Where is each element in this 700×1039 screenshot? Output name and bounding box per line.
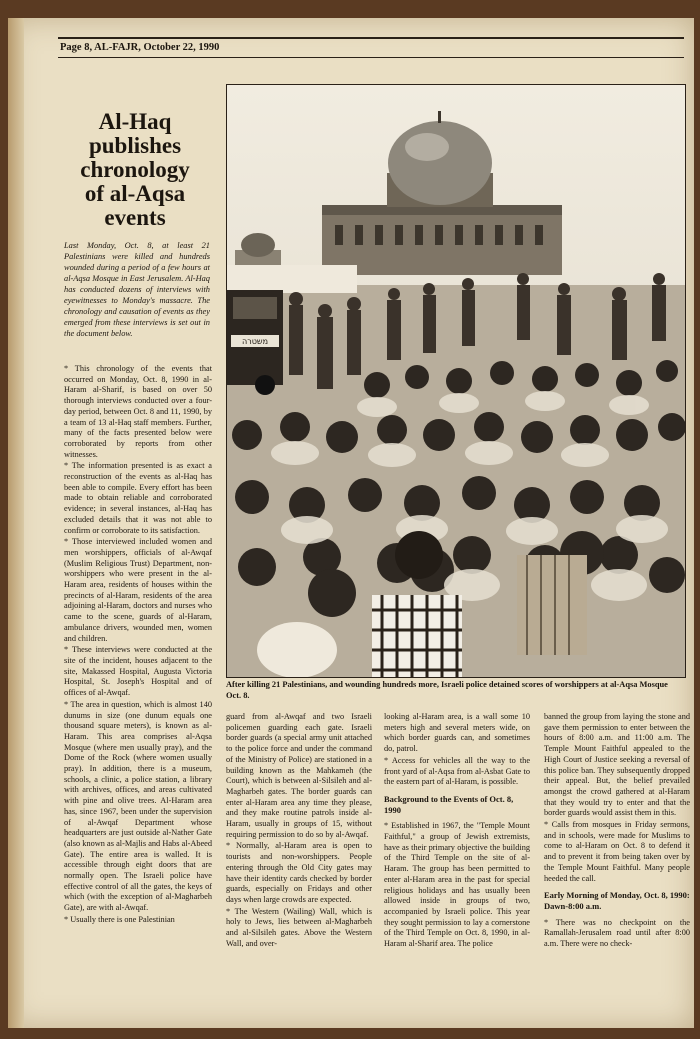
- van-lettering: משטרה: [241, 337, 269, 346]
- paragraph: * These interviews were conducted at the site of the incident, houses adjacent to the site, Makassed Hospital, Augusta Victoria Hospital, St. Joseph's Hospital and of offices of al-Awqaf.: [64, 645, 212, 698]
- paragraph: * The Western (Wailing) Wall, which is holy to Jews, lies between al-Magharbeh and al-Silsileh gates. Above the Western Wall, and over-: [226, 906, 372, 948]
- paragraph: * The information presented is as exact a reconstruction of the events as al-Haq has been able to compile. Every effort has been made to obtain reliable and corroborated evidence; in several instances, al-Haq has excluded details that it was not able to confirm or corroborate to its satisfaction.: [64, 461, 212, 535]
- paragraph: * Established in 1967, the "Temple Mount Faithful," a group of Jewish extremists, have as their primary objective the building of the Third Temple on the site of al-Haram. The group has been permitted to enter al-Haram area in the past for special religious holidays and has usually been allowed inside in groups of two, accompanied by Israeli police. This year they sought permission to lay a cornerstone of the Third Temple on Oct. 8, 1990, in al-Haram al-Sharif area. The police: [384, 821, 530, 949]
- article-column-1: [64, 364, 212, 927]
- paragraph: guard from al-Awqaf and two Israeli policemen guarding each gate. Israeli border guards (a special army unit attached to the police force and under the command of the Ministry of Police) are stationed in a building known as the Mahkameh (the Court), which is between al-Silsileh and al-Magharbeh gates. The border guards can enter al-Haram area any time they please, and they make routine patrols inside al-Haram, usually in groups of 15, without requiring permission to do so by al-Awqaf.: [226, 712, 372, 839]
- section-heading: Background to the Events of Oct. 8, 1990: [384, 793, 514, 815]
- paragraph: * The area in question, which is almost 140 dunums in size (one dunum equals one thousand square meters), is known as al-Haram. This area comprises al-Aqsa Mosque (where men usually pray), and the Dome of the Rock (where women usually pray). In addition, there is a museum, schools, a clinic, a police station, a library with archives, offices, and areas cultivated with pine and olive trees. Al-Haram area has, since 1967, been under the supervision of al-Awqaf Department whose headquarters are just outside al-Nather Gate (also known as al-Majlis and Habs al-Abeed Gate). The entire area is walled. It is accessible through eight doors that are normally open. The Israeli police have effective control of all the gates, the keys of which (with the exception of al-Magharbeh Gate), are with al-Awqaf.: [64, 699, 212, 913]
- police-van: [227, 290, 283, 395]
- photo-caption: After killing 21 Palestinians, and wounding hundreds more, Israeli police detained scores of worshippers at al-Aqsa Mosque Oct. 8.: [226, 680, 668, 700]
- header-rule: [58, 57, 684, 58]
- paragraph: banned the group from laying the stone and gave them permission to enter between the hours of 8:00 a.m. and 11:00 a.m. The Temple Mount Faithful appealed to the High Court of Justice seeking a reversal of this police ban. They subsequently dropped their appeal. But, the belief prevailed amongst the crowd gathered at al-Haram that they would try to enter and that the border guards would assist them in this.: [544, 712, 690, 818]
- paragraph: * Usually there is one Palestinian: [64, 914, 175, 924]
- headline: [60, 110, 210, 230]
- news-photo: [226, 84, 686, 678]
- photo-illustration: [227, 85, 685, 677]
- article-column-3: [384, 712, 530, 951]
- headline-line: publishes: [88, 133, 182, 158]
- page-header: Page 8, AL-FAJR, October 22, 1990: [60, 42, 220, 53]
- headline-line: Al-Haq: [98, 109, 172, 134]
- striped-shirt-man: [517, 555, 587, 655]
- article-column-4: [544, 712, 690, 951]
- paragraph: * Access for vehicles all the way to the front yard of al-Aqsa from al-Asbat Gate to the eastern part of al-Haram, is possible.: [384, 755, 530, 787]
- headline-line: chronology: [80, 157, 190, 182]
- paragraph: * Calls from mosques in Friday sermons, and in schools, were made for Muslims to come to al-Haram on Oct. 8 to defend it and to prevent it from being taken over by the Temple Mount Faithful. Many people heeded the call.: [544, 820, 690, 883]
- headline-line: events: [104, 205, 166, 230]
- section-heading: Early Morning of Monday, Oct. 8, 1990: Dawn-8:00 a.m.: [544, 890, 690, 911]
- intro-paragraph: Last Monday, Oct. 8, at least 21 Palestinians were killed and hundreds wounded during a period of a few hours at al-Aqsa Mosque in East Jerusalem. Al-Haq has conducted dozens of interviews with eyewitnesses to Monday's massacre. The chronology and causation of events as they emerged from these interviews is set out in the document below.: [64, 241, 210, 338]
- paragraph: * Normally, al-Haram area is open to tourists and non-worshippers. People entering through the Old City gates may have their identity cards checked by border guards, especially on Fridays and other days when large crowds are expected.: [226, 841, 372, 904]
- article-column-2: [226, 712, 372, 950]
- paragraph: looking al-Haram area, is a wall some 10 meters high and several meters wide, on which border guards can, and sometimes do, patrol.: [384, 712, 530, 754]
- headline-line: of al-Aqsa: [84, 181, 186, 206]
- paragraph: * This chronology of the events that occurred on Monday, Oct. 8, 1990 in al-Haram al-Sharif, is based on over 50 thorough interviews conducted over a four-day period, between Oct. 8 and 11, 1990, by a team of 13 al-Haq staff members. Further, many of the facts presented below were corroborated by reports from other witnesses.: [64, 364, 212, 459]
- binding-spine: [8, 18, 24, 1028]
- top-rule: [58, 37, 684, 39]
- paragraph: * Those interviewed included women and men worshippers, officials of al-Awqaf (Muslim Religious Trust) Department, non-worshippers who were present in the al-Haram area, residents of houses within the precincts of al-Haram, residents of the area adjoining al-Haram, doctors and nurses who came to the scene, guards of al-Haram, ambulance drivers, wounded men, women and children.: [64, 537, 212, 643]
- paragraph: * There was no checkpoint on the Ramallah-Jerusalem road until after 8:00 a.m. There were no check-: [544, 917, 690, 949]
